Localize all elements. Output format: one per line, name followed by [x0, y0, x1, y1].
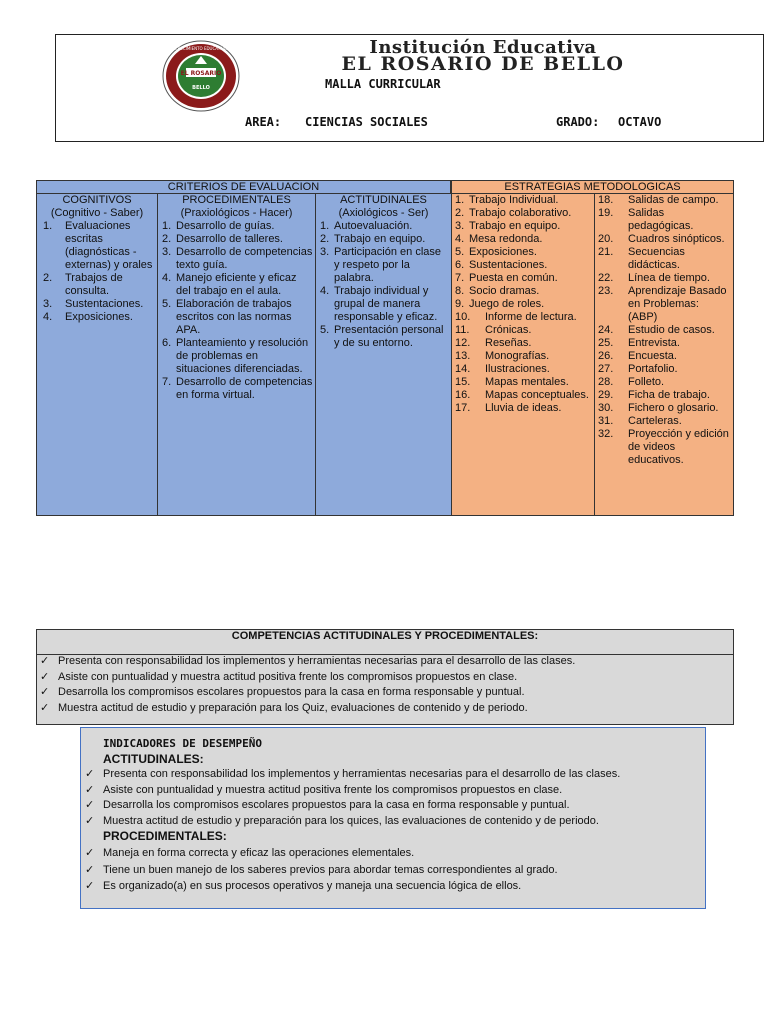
list-item: [598, 285, 730, 324]
check-item: [40, 654, 730, 670]
malla-title: MALLA CURRICULAR: [325, 77, 441, 91]
list-number: 3.: [43, 298, 53, 310]
actitudinales-column: [315, 193, 452, 516]
check-text: Maneja en forma correcta y eficaz las operaciones elementales.: [103, 847, 415, 859]
list-number: 24.: [598, 324, 614, 336]
list-text: Crónicas.: [485, 324, 532, 336]
list-text: Trabajo en equipo.: [334, 233, 426, 245]
list-number: 31.: [598, 415, 614, 427]
list-text: Presentación personal y de su entorno.: [334, 324, 444, 349]
list-item: [598, 402, 730, 415]
list-number: 2.: [320, 233, 330, 245]
list-item: [43, 272, 155, 298]
list-item: [598, 376, 730, 389]
list-item: [162, 233, 313, 246]
list-text: Exposiciones.: [65, 311, 133, 323]
list-text: Trabajo Individual.: [469, 194, 559, 206]
list-text: Participación en clase y respeto por la palabra.: [334, 246, 442, 284]
actitudinales-header: ACTITUDINALES: [340, 194, 427, 206]
list-item: [598, 350, 730, 363]
list-number: 13.: [455, 350, 471, 362]
institution-line1: Institución Educativa: [369, 37, 597, 58]
list-item: [598, 233, 730, 246]
check-text: Muestra actitud de estudio y preparación para los Quiz, evaluaciones de contenido y de periodo.: [58, 701, 528, 714]
competencias-list: [40, 654, 730, 716]
list-number: 15.: [455, 376, 471, 388]
logo-bottom-text: BELLO: [192, 85, 210, 91]
list-item: [162, 298, 313, 337]
list-number: 6.: [455, 259, 465, 271]
list-text: Salidas pedagógicas.: [628, 207, 694, 232]
list-text: Socio dramas.: [469, 285, 540, 297]
list-number: 22.: [598, 272, 614, 284]
check-item: [40, 685, 730, 701]
checkmark-icon: ✓: [85, 863, 95, 876]
strategies-column-2: [594, 193, 734, 516]
list-item: [455, 376, 591, 389]
list-text: Aprendizaje Basado en Problemas: (ABP): [628, 285, 727, 323]
list-item: [43, 220, 155, 272]
list-item: [455, 311, 591, 324]
list-number: 29.: [598, 389, 614, 401]
list-number: 8.: [455, 285, 465, 297]
criteria-title: CRITERIOS DE EVALUACION: [36, 180, 451, 194]
grado-value: OCTAVO: [618, 115, 662, 129]
list-number: 20.: [598, 233, 614, 245]
check-text: Tiene un buen manejo de los saberes previos para abordar temas correspondientes al grado.: [103, 863, 558, 876]
logo-ring-text: CRECIMIENTO EDUCATIVO: [174, 46, 228, 51]
list-text: Mesa redonda.: [469, 233, 543, 245]
competencias-title: COMPETENCIAS ACTITUDINALES Y PROCEDIMENTALES:: [37, 630, 733, 655]
list-item: [598, 194, 730, 207]
list-text: Planteamiento y resolución de problemas en situaciones diferenciadas.: [176, 337, 309, 375]
list-number: 3.: [162, 246, 172, 258]
list-number: 32.: [598, 428, 614, 440]
list-text: Mapas mentales.: [485, 376, 569, 388]
list-number: 2.: [43, 272, 53, 284]
check-item: [85, 783, 700, 799]
list-number: 23.: [598, 285, 614, 297]
list-number: 2.: [455, 207, 465, 219]
list-text: Monografías.: [485, 350, 550, 362]
list-text: Trabajos de consulta.: [65, 272, 123, 297]
ind-procedimentales-list: [85, 845, 700, 895]
list-item: [455, 298, 591, 311]
list-text: Encuesta.: [628, 350, 677, 362]
area-value: CIENCIAS SOCIALES: [305, 115, 428, 129]
list-number: 28.: [598, 376, 614, 388]
list-text: Desarrollo de guías.: [176, 220, 275, 232]
procedimentales-column: [157, 193, 316, 516]
checkmark-icon: ✓: [40, 686, 50, 698]
list-item: [455, 246, 591, 259]
check-item: [85, 862, 700, 879]
check-item: [85, 767, 700, 783]
list-item: [320, 324, 449, 350]
list-text: Autoevaluación.: [334, 220, 413, 232]
list-text: Carteleras.: [628, 415, 682, 427]
checkmark-icon: ✓: [85, 880, 95, 892]
list-text: Trabajo colaborativo.: [469, 207, 572, 219]
check-item: [85, 845, 700, 862]
check-item: [85, 798, 700, 814]
list-text: Trabajo en equipo.: [469, 220, 561, 232]
competencias-box: [36, 629, 734, 725]
list-number: 27.: [598, 363, 614, 375]
checkmark-icon: ✓: [85, 799, 95, 811]
list-number: 5.: [162, 298, 172, 310]
list-item: [162, 337, 313, 376]
cognitivos-subheader: (Cognitivo - Saber): [50, 207, 144, 219]
list-item: [320, 233, 449, 246]
list-number: 4.: [43, 311, 53, 323]
check-text: Muestra actitud de estudio y preparación para los quices, las evaluaciones de contenido y de periodo.: [103, 814, 599, 827]
procedimentales-list: [160, 220, 313, 402]
actitudinales-subheader: (Axiológicos - Ser): [338, 207, 429, 219]
check-item: [40, 701, 730, 717]
list-item: [320, 285, 449, 324]
check-text: Desarrolla los compromisos escolares propuestos para la casa en forma responsable y puntual.: [103, 799, 570, 811]
list-item: [598, 207, 730, 233]
list-text: Salidas de campo.: [628, 194, 719, 206]
list-item: [455, 337, 591, 350]
checkmark-icon: ✓: [85, 783, 95, 796]
list-text: Elaboración de trabajos escritos con las normas APA.: [176, 298, 292, 336]
actitudinales-list: [318, 220, 449, 350]
list-number: 2.: [162, 233, 172, 245]
check-item: [85, 878, 700, 895]
list-text: Desarrollo de competencias en forma virtual.: [176, 376, 313, 401]
list-item: [162, 246, 313, 272]
list-item: [455, 285, 591, 298]
list-text: Puesta en común.: [469, 272, 558, 284]
strategies-title: ESTRATEGIAS METODOLOGICAS: [451, 180, 734, 194]
list-item: [598, 246, 730, 272]
list-item: [455, 220, 591, 233]
list-number: 10.: [455, 311, 471, 323]
list-text: Ilustraciones.: [485, 363, 550, 375]
list-number: 3.: [455, 220, 465, 232]
list-text: Portafolio.: [628, 363, 678, 375]
list-item: [455, 233, 591, 246]
list-item: [455, 389, 591, 402]
ind-actitudinales-list: [85, 767, 700, 829]
list-number: 4.: [320, 285, 330, 297]
list-number: 1.: [455, 194, 465, 206]
checkmark-icon: ✓: [85, 814, 95, 827]
list-text: Ficha de trabajo.: [628, 389, 710, 401]
strategies-list-1: [455, 194, 591, 415]
list-text: Mapas conceptuales.: [485, 389, 589, 401]
cognitivos-column: [36, 193, 158, 516]
list-number: 5.: [455, 246, 465, 258]
list-number: 11.: [455, 324, 470, 336]
list-text: Entrevista.: [628, 337, 680, 349]
list-number: 7.: [162, 376, 172, 388]
list-number: 30.: [598, 402, 614, 414]
list-item: [598, 337, 730, 350]
list-item: [598, 428, 730, 467]
list-number: 26.: [598, 350, 614, 362]
criteria-table: [36, 180, 734, 516]
list-text: Reseñas.: [485, 337, 532, 349]
strategies-column-1: [451, 193, 595, 516]
list-item: [455, 259, 591, 272]
list-number: 25.: [598, 337, 614, 349]
grado-label: GRADO:: [556, 115, 600, 129]
list-text: Folleto.: [628, 376, 665, 388]
indicadores-box: [80, 727, 706, 909]
list-text: Sustentaciones.: [65, 298, 144, 310]
list-item: [43, 311, 155, 324]
checkmark-icon: ✓: [40, 655, 50, 667]
cognitivos-list: [39, 220, 155, 324]
list-number: 1.: [320, 220, 330, 232]
check-text: Asiste con puntualidad y muestra actitud positiva frente los compromisos propuestos en clase.: [58, 670, 518, 683]
checkmark-icon: ✓: [85, 847, 95, 859]
institution-line2: EL ROSARIO DE BELLO: [341, 53, 625, 75]
list-number: 1.: [162, 220, 172, 232]
list-text: Exposiciones.: [469, 246, 537, 258]
list-number: 4.: [162, 272, 172, 284]
list-text: Manejo eficiente y eficaz del trabajo en el aula.: [176, 272, 297, 297]
list-text: Informe de lectura.: [485, 311, 577, 323]
list-item: [162, 220, 313, 233]
list-number: 17.: [455, 402, 471, 414]
list-item: [598, 389, 730, 402]
area-label: AREA:: [245, 115, 282, 129]
list-text: Evaluaciones escritas (diagnósticas - externas) y orales: [65, 220, 153, 271]
list-number: 4.: [455, 233, 465, 245]
list-text: Línea de tiempo.: [628, 272, 710, 284]
institution-title: [323, 37, 643, 75]
check-text: Presenta con responsabilidad los implementos y herramientas necesarias para el desarrollo de las clases.: [103, 768, 621, 780]
list-item: [455, 194, 591, 207]
list-text: Juego de roles.: [469, 298, 545, 310]
list-item: [455, 363, 591, 376]
list-number: 21.: [598, 246, 614, 258]
check-item: [85, 814, 700, 830]
cognitivos-header: COGNITIVOS: [62, 194, 132, 206]
list-number: 12.: [455, 337, 471, 349]
list-text: Desarrollo de talleres.: [176, 233, 283, 245]
list-number: 5.: [320, 324, 330, 336]
list-number: 19.: [598, 207, 614, 219]
list-item: [598, 363, 730, 376]
list-item: [455, 207, 591, 220]
logo-center-text: EL ROSARIO: [180, 70, 222, 77]
list-text: Cuadros sinópticos.: [628, 233, 725, 245]
check-text: Presenta con responsabilidad los implementos y herramientas necesarias para el desarrollo de las clases.: [58, 655, 576, 667]
list-text: Proyección y edición de videos educativos.: [628, 428, 729, 466]
list-text: Lluvia de ideas.: [485, 402, 562, 414]
school-logo: [162, 40, 240, 112]
list-item: [162, 376, 313, 402]
list-item: [162, 272, 313, 298]
list-number: 14.: [455, 363, 471, 375]
procedimentales-subheader: (Praxiológicos - Hacer): [180, 207, 293, 219]
list-number: 6.: [162, 337, 172, 349]
list-number: 18.: [598, 194, 614, 206]
list-item: [455, 350, 591, 363]
list-item: [43, 298, 155, 311]
list-text: Sustentaciones.: [469, 259, 548, 271]
checkmark-icon: ✓: [40, 701, 50, 714]
list-text: Secuencias didácticas.: [628, 246, 685, 271]
list-item: [455, 324, 591, 337]
list-item: [320, 246, 449, 285]
list-item: [455, 402, 591, 415]
list-item: [320, 220, 449, 233]
list-item: [598, 324, 730, 337]
strategies-list-2: [598, 194, 730, 467]
list-number: 9.: [455, 298, 465, 310]
list-number: 3.: [320, 246, 330, 258]
check-text: Desarrolla los compromisos escolares propuestos para la casa en forma responsable y puntual.: [58, 686, 525, 698]
list-text: Fichero o glosario.: [628, 402, 719, 414]
check-text: Es organizado(a) en sus procesos operativos y maneja una secuencia lógica de ellos.: [103, 880, 522, 892]
list-text: Trabajo individual y grupal de manera responsable y eficaz.: [334, 285, 438, 323]
checkmark-icon: ✓: [85, 768, 95, 780]
checkmark-icon: ✓: [40, 670, 50, 683]
list-text: Desarrollo de competencias texto guía.: [176, 246, 313, 271]
ind-procedimentales-label: PROCEDIMENTALES:: [103, 829, 227, 843]
check-item: [40, 670, 730, 686]
list-number: 16.: [455, 389, 471, 401]
list-item: [455, 272, 591, 285]
list-item: [598, 272, 730, 285]
list-number: 1.: [43, 220, 53, 232]
list-item: [598, 415, 730, 428]
procedimentales-header: PROCEDIMENTALES: [182, 194, 291, 206]
list-text: Estudio de casos.: [628, 324, 715, 336]
check-text: Asiste con puntualidad y muestra actitud positiva frente los compromisos propuestos en clase.: [103, 783, 563, 796]
list-number: 7.: [455, 272, 465, 284]
indicadores-title: INDICADORES DE DESEMPEÑO: [103, 737, 262, 750]
ind-actitudinales-label: ACTITUDINALES:: [103, 752, 204, 766]
